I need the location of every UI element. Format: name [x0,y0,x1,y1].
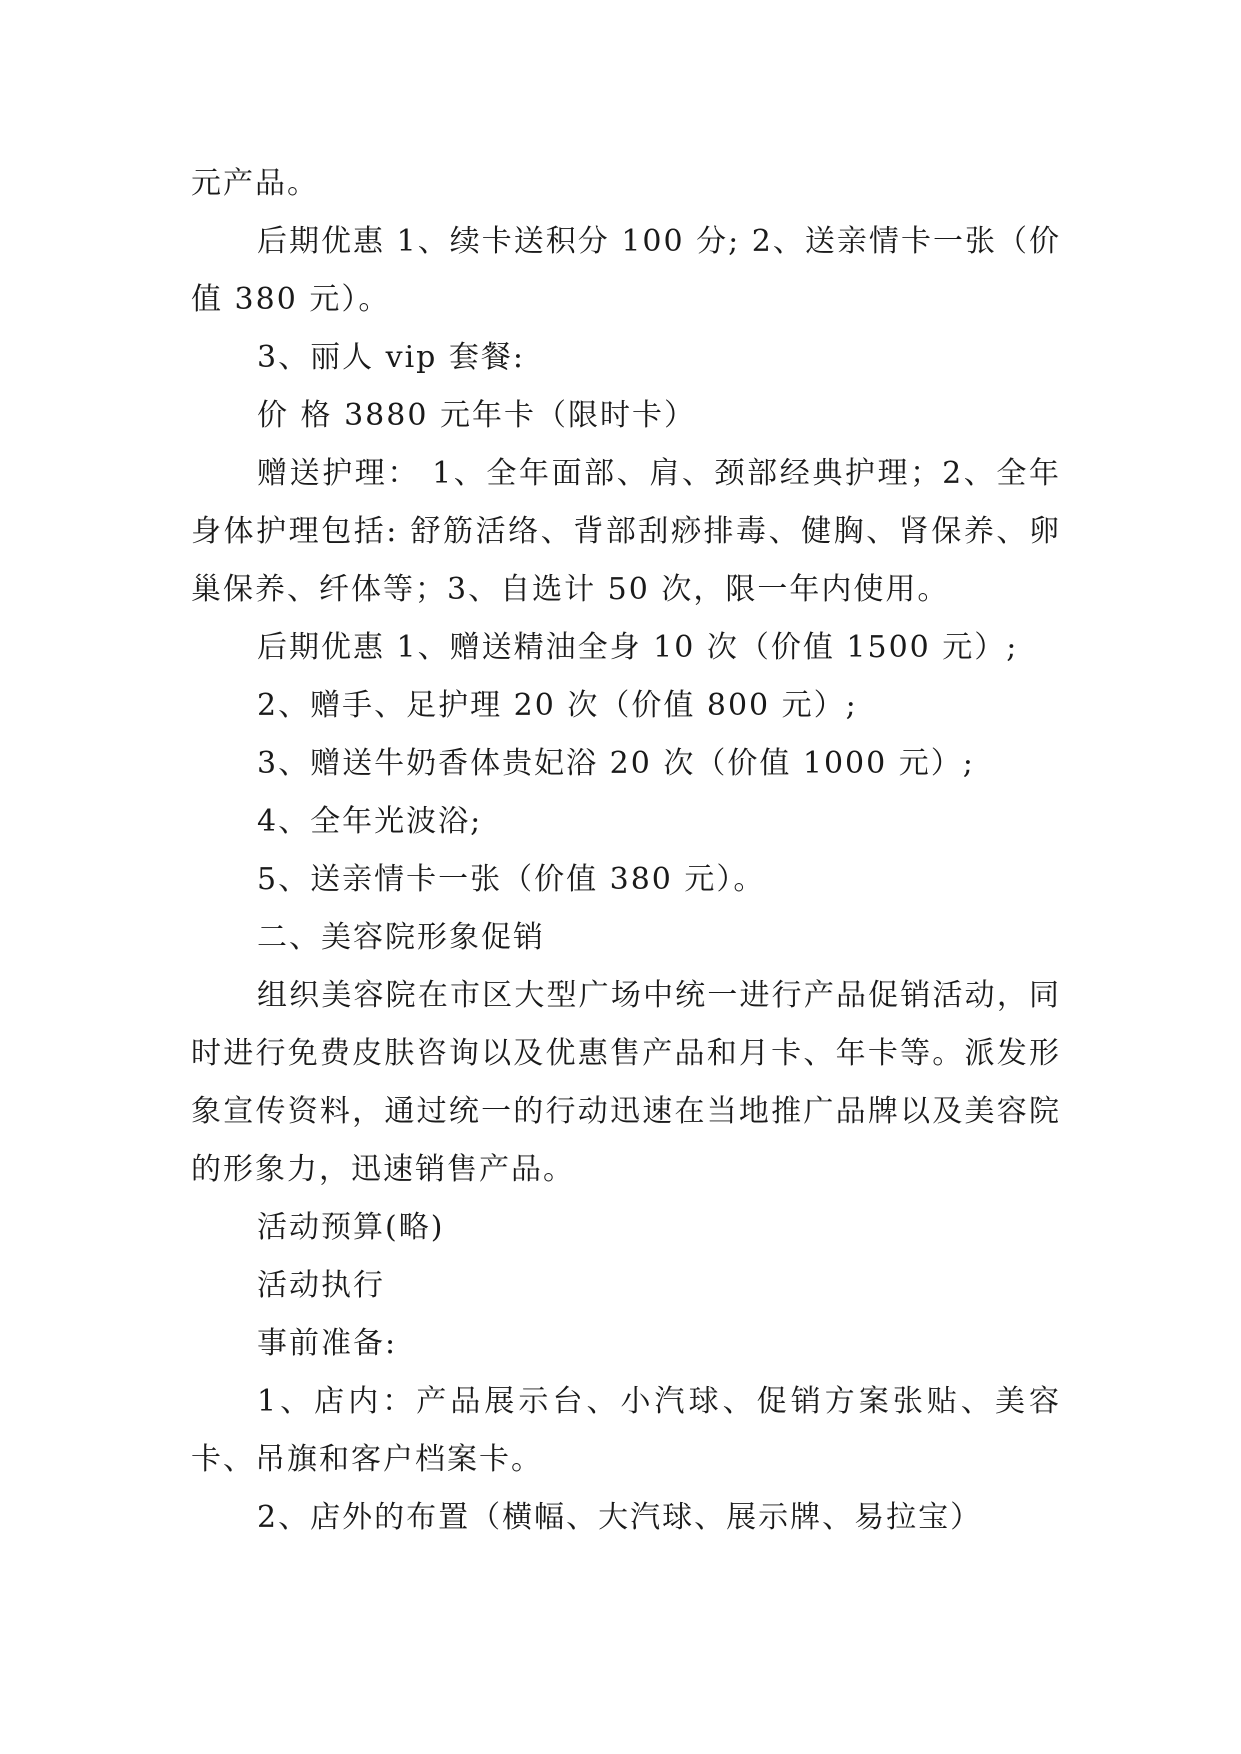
paragraph-execution: 活动执行 [257,1268,385,1303]
paragraph-offer-item-2: 2、赠手、足护理 20 次（价值 800 元）; [257,688,858,723]
paragraph-in-store: 1、店内：产品展示台、小汽球、促销方案张贴、美容卡、吊旗和客户档案卡。 [191,1384,1061,1477]
paragraph-preparation: 事前准备: [257,1326,398,1361]
paragraph-price: 价 格 3880 元年卡（限时卡） [257,398,696,433]
paragraph-promotion-description: 组织美容院在市区大型广场中统一进行产品促销活动，同时进行免费皮肤咨询以及优惠售产品和月卡、年卡等。派发形象宣传资料，通过统一的行动迅速在当地推广品牌以及美容院的形象力，迅速销售产品。 [191,978,1061,1187]
paragraph-offer-item-3: 3、赠送牛奶香体贵妃浴 20 次（价值 1000 元）; [257,746,975,781]
paragraph-later-offers-1: 后期优惠 1、续卡送积分 100 分; 2、送亲情卡一张（价值 380 元）。 [191,224,1061,317]
document-body [191,155,1061,1547]
paragraph-continuation: 元产品。 [191,166,319,201]
paragraph-offer-item-4: 4、全年光波浴; [257,804,483,839]
section-heading-image-promotion: 二、美容院形象促销 [257,920,545,955]
paragraph-outdoor: 2、店外的布置（横幅、大汽球、展示牌、易拉宝） [257,1500,983,1535]
paragraph-vip-package-heading: 3、丽人 vip 套餐: [257,340,526,375]
paragraph-gift-care: 赠送护理： 1、全年面部、肩、颈部经典护理；2、全年身体护理包括: 舒筋活络、背部刮痧排毒、健胸、肾保养、卵巢保养、纤体等；3、自选计 50 次，限一年内使用。 [191,456,1061,607]
paragraph-later-offers-2: 后期优惠 1、赠送精油全身 10 次（价值 1500 元）; [257,630,1019,665]
paragraph-budget: 活动预算(略) [257,1210,445,1245]
paragraph-offer-item-5: 5、送亲情卡一张（价值 380 元）。 [257,862,766,897]
